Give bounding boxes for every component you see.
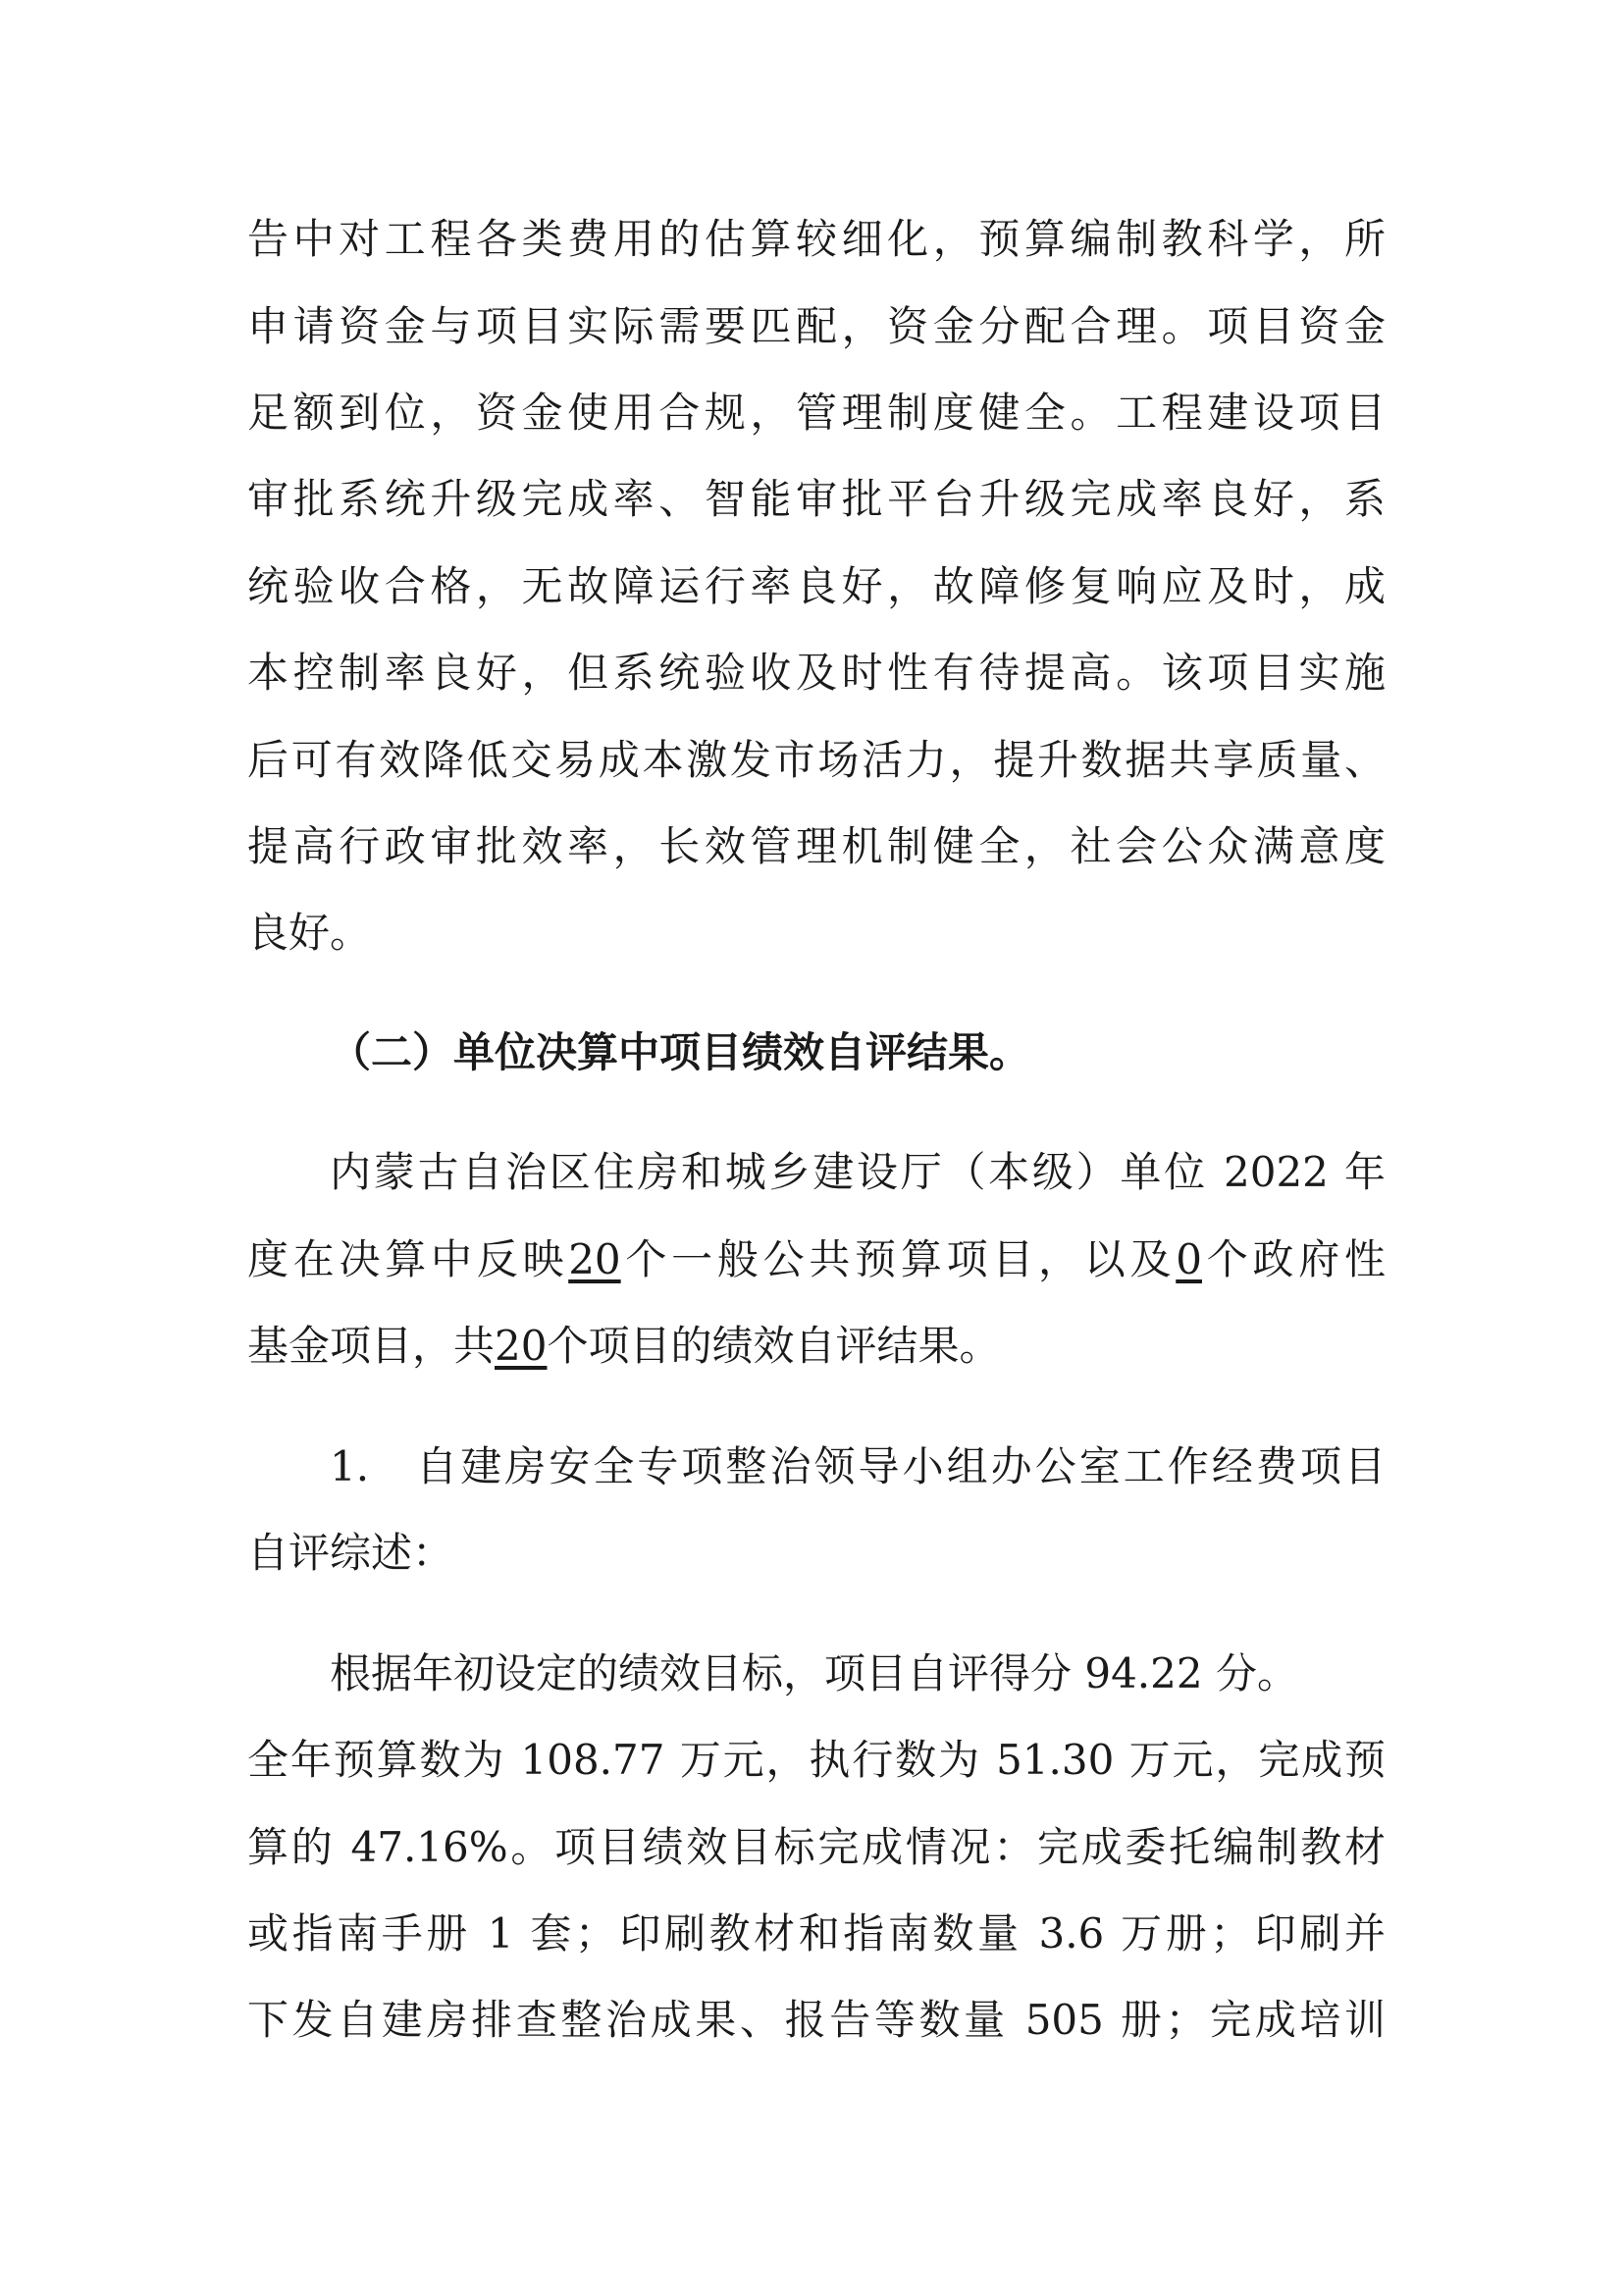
summary-text: 个一般公共预算项目，以及: [620, 1235, 1177, 1283]
item-body-line: 全年预算数为 108.77 万元，执行数为 51.30 万元，完成预: [247, 1736, 1386, 1784]
item-title: 1. 自建房安全专项整治领导小组办公室工作经费项目: [330, 1442, 1386, 1490]
summary-text: 基金项目，共: [247, 1322, 496, 1370]
paragraph-line: 申请资金与项目实际需要匹配，资金分配合理。项目资金: [247, 302, 1386, 350]
general-budget-count: 20: [568, 1235, 621, 1283]
total-project-count: 20: [495, 1322, 548, 1370]
summary-text: 个政府性: [1202, 1235, 1386, 1283]
section-heading: （二）单位决算中项目绩效自评结果。: [330, 1028, 1031, 1076]
paragraph-line: 审批系统升级完成率、智能审批平台升级完成率良好，系: [247, 475, 1386, 523]
summary-line: [247, 1230, 1386, 1289]
summary-text: 个项目的绩效自评结果。: [547, 1322, 1001, 1370]
paragraph-line: 足额到位，资金使用合规，管理制度健全。工程建设项目: [247, 389, 1386, 437]
item-body-line: 下发自建房排查整治成果、报告等数量 505 册；完成培训: [247, 1996, 1386, 2044]
gov-fund-count: 0: [1176, 1235, 1202, 1283]
item-body-line: 根据年初设定的绩效目标，项目自评得分 94.22 分。: [330, 1649, 1298, 1697]
item-body-line: 或指南手册 1 套；印刷教材和指南数量 3.6 万册；印刷并: [247, 1909, 1386, 1957]
paragraph-line: 告中对工程各类费用的估算较细化，预算编制教科学，所: [247, 215, 1386, 263]
summary-line: 内蒙古自治区住房和城乡建设厅（本级）单位 2022 年: [330, 1148, 1386, 1196]
paragraph-line: 统验收合格，无故障运行率良好，故障修复响应及时，成: [247, 562, 1386, 610]
paragraph-line: 良好。: [247, 909, 372, 957]
item-title: 自评综述：: [247, 1529, 454, 1577]
paragraph-line: 本控制率良好，但系统验收及时性有待提高。该项目实施: [247, 649, 1386, 697]
summary-line: [247, 1317, 1386, 1376]
paragraph-line: 后可有效降低交易成本激发市场活力，提升数据共享质量、: [247, 736, 1386, 784]
item-body-line: 算的 47.16%。项目绩效目标完成情况：完成委托编制教材: [247, 1823, 1386, 1871]
paragraph-line: 提高行政审批效率，长效管理机制健全，社会公众满意度: [247, 822, 1386, 870]
summary-text: 度在决算中反映: [247, 1235, 569, 1283]
